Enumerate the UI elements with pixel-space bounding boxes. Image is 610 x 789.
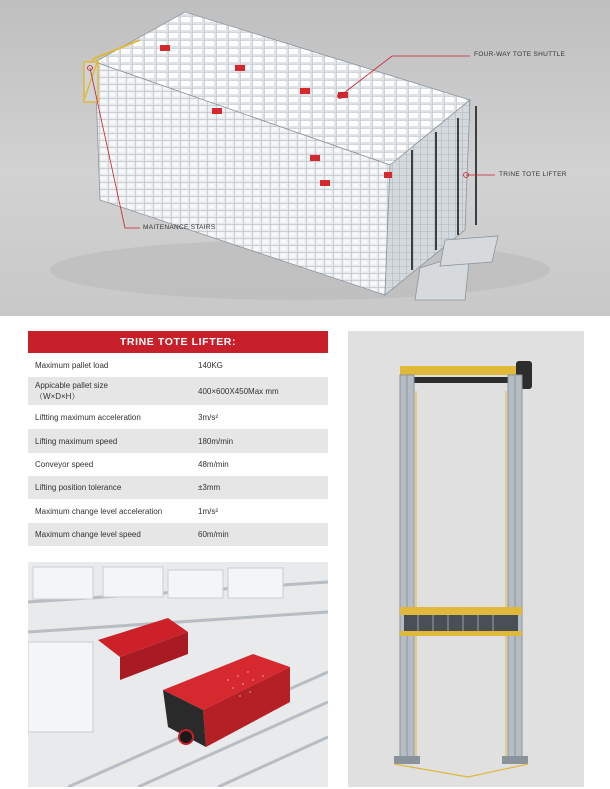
spec-label: Maximum pallet load: [35, 360, 109, 370]
spec-row: [28, 429, 328, 453]
shuttle-illustration: [28, 562, 328, 787]
spec-label: Lifting maximum speed: [35, 436, 118, 446]
spec-value: 140KG: [198, 360, 223, 370]
spec-label: Maximum change level acceleration: [35, 506, 163, 516]
lifter-frame-image: [348, 331, 584, 787]
spec-label-line1: Appicable pallet size: [35, 381, 108, 390]
lifter-top-beam: [400, 366, 522, 375]
callout-maintenance-stairs: MAITENANCE STAIRS: [143, 224, 216, 231]
lifter-carriage: [400, 607, 522, 615]
spec-label: Liftting maximum acceleration: [35, 412, 141, 422]
spec-value: ±3mm: [198, 483, 221, 492]
spec-row: [28, 476, 328, 499]
spec-row: [28, 405, 328, 429]
shuttle-closeup-image: [28, 562, 328, 787]
spec-row: [28, 523, 328, 546]
callout-four-way-tote-shuttle: FOUR-WAY TOTE SHUTTLE: [474, 51, 566, 58]
spec-table-title: TRINE TOTE LIFTER:: [28, 331, 328, 353]
warehouse-illustration: [0, 0, 610, 316]
spec-label-line2: （W×D×H）: [35, 392, 80, 401]
spec-value: 180m/min: [198, 436, 234, 446]
spec-label: Lifting position tolerance: [35, 483, 122, 492]
conveyor: [440, 236, 498, 266]
spec-label: Maximum change level speed: [35, 530, 141, 539]
warehouse-rendering: [0, 0, 610, 316]
spec-label: Conveyor speed: [35, 460, 94, 469]
spec-value: 60m/min: [198, 530, 229, 539]
spec-value: 3m/s²: [198, 412, 218, 422]
spec-label: [35, 380, 198, 402]
spec-value: 48m/min: [198, 460, 229, 469]
callout-trine-tote-lifter: TRINE TOTE LIFTER: [499, 171, 567, 178]
spec-row: [28, 499, 328, 523]
spec-value: 1m/s²: [198, 506, 218, 516]
spec-row: [28, 353, 328, 377]
spec-table: [28, 353, 328, 546]
spec-value: 400×600X450Max mm: [198, 386, 279, 396]
shuttle-wheel: [179, 730, 193, 744]
spec-row: [28, 377, 328, 405]
lifter-illustration: [348, 331, 584, 787]
spec-row: [28, 453, 328, 476]
